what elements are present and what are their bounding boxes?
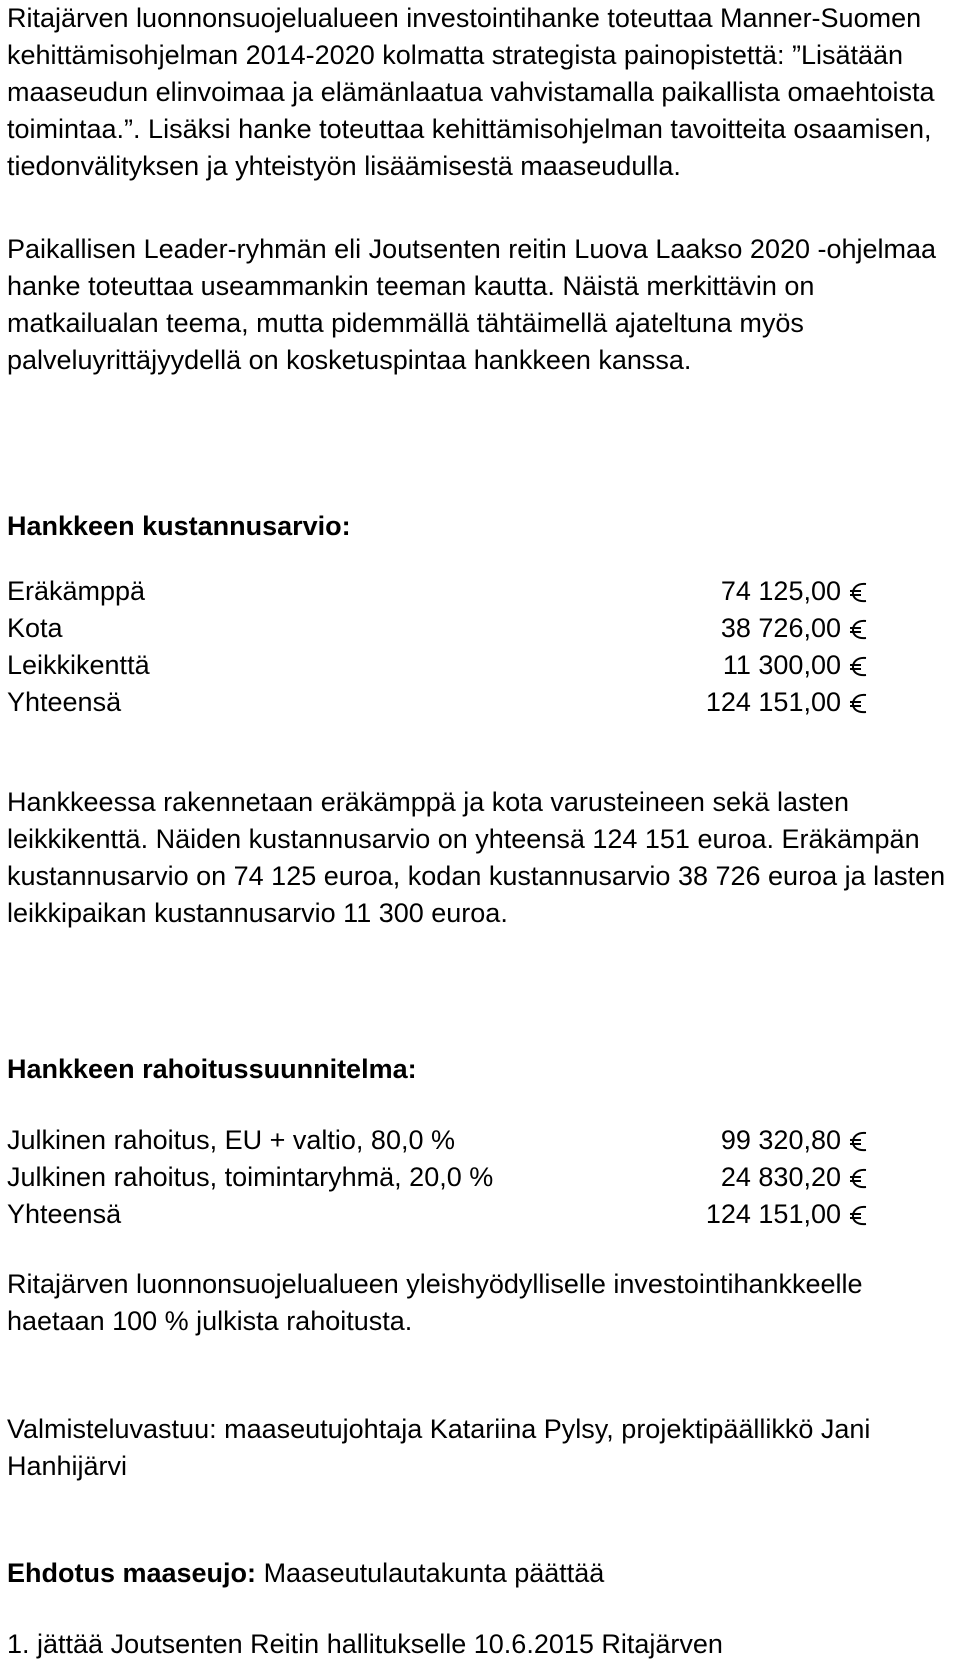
- amount-value: 24 830,20: [720, 1162, 841, 1192]
- table-row: [7, 610, 867, 647]
- preparation-responsibility: Valmisteluvastuu: maaseutujohtaja Katariina Pylsy, projektipäällikkö Jani Hanhijärvi: [7, 1414, 871, 1481]
- row-label: Julkinen rahoitus, toimintaryhmä, 20,0 %: [7, 1162, 494, 1192]
- row-amount: [721, 1125, 867, 1156]
- row-amount: [721, 613, 867, 644]
- financing-heading: Hankkeen rahoitussuunnitelma:: [7, 1054, 417, 1084]
- row-label: Yhteensä: [7, 687, 122, 717]
- financing-table: [7, 1122, 867, 1233]
- financing-description: Ritajärven luonnonsuojelualueen yleishyödylliselle investointihankkeelle haetaan 100 % julkista rahoitusta.: [7, 1269, 863, 1336]
- decision-item-1: 1. jättää Joutsenten Reitin hallitukselle 10.6.2015 Ritajärven: [7, 1629, 723, 1659]
- euro-icon: [849, 1167, 867, 1189]
- amount-value: 124 151,00: [705, 1199, 841, 1229]
- euro-icon: [849, 1130, 867, 1152]
- amount-value: 11 300,00: [722, 650, 841, 680]
- cost-estimate-table: [7, 573, 867, 721]
- row-label: Yhteensä: [7, 1199, 122, 1229]
- row-label: Kota: [7, 613, 63, 643]
- euro-icon: [849, 692, 867, 714]
- row-amount: [721, 576, 867, 607]
- euro-icon: [849, 655, 867, 677]
- row-amount: [706, 687, 867, 718]
- cost-estimate-heading: Hankkeen kustannusarvio:: [7, 511, 351, 541]
- row-amount: [721, 1162, 867, 1193]
- cost-estimate-description: Hankkeessa rakennetaan eräkämppä ja kota varusteineen sekä lasten leikkikenttä. Näiden kustannusarvio on yhteensä 124 151 euroa. Eräkämpän kustannusarvio on 74 125 euroa, kodan kustannusarvio 38 726 euroa ja lasten leikkipaikan kustannusarvio 11 300 euroa.: [7, 787, 946, 928]
- intro-paragraph-1: Ritajärven luonnonsuojelualueen investointihanke toteuttaa Manner-Suomen kehittämisohjelman 2014-2020 kolmatta strategista painopistettä: ”Lisätään maaseudun elinvoimaa ja elämänlaatua vahvistamalla paikallista omaehtoista toimintaa.”. Lisäksi hanke toteuttaa kehittämisohjelman tavoitteita osaamisen, tiedonvälityksen ja yhteistyön lisäämisestä maaseudulla.: [7, 3, 935, 181]
- amount-value: 38 726,00: [720, 613, 841, 643]
- row-amount: [706, 1199, 867, 1230]
- table-row-total: [7, 1196, 867, 1233]
- row-amount: [723, 650, 867, 681]
- row-label: Leikkikenttä: [7, 650, 150, 680]
- proposal: [7, 1555, 604, 1592]
- table-row: [7, 1159, 867, 1196]
- table-row: [7, 647, 867, 684]
- row-label: Julkinen rahoitus, EU + valtio, 80,0 %: [7, 1125, 455, 1155]
- amount-value: 124 151,00: [705, 687, 841, 717]
- proposal-label: Ehdotus maaseujo:: [7, 1558, 257, 1588]
- amount-value: 99 320,80: [720, 1125, 841, 1155]
- amount-value: 74 125,00: [720, 576, 841, 606]
- euro-icon: [849, 618, 867, 640]
- table-row: [7, 573, 867, 610]
- table-row: [7, 1122, 867, 1159]
- table-row-total: [7, 684, 867, 721]
- euro-icon: [849, 581, 867, 603]
- intro-paragraph-2: Paikallisen Leader-ryhmän eli Joutsenten reitin Luova Laakso 2020 -ohjelmaa hanke toteuttaa useammankin teeman kautta. Näistä merkittävin on matkailualan teema, mutta pidemmällä tähtäimellä ajateltuna myös palveluyrittäjyydellä on kosketuspintaa hankkeen kanssa.: [7, 234, 937, 375]
- proposal-text: Maaseutulautakunta päättää: [263, 1558, 605, 1588]
- euro-icon: [849, 1204, 867, 1226]
- row-label: Eräkämppä: [7, 576, 146, 606]
